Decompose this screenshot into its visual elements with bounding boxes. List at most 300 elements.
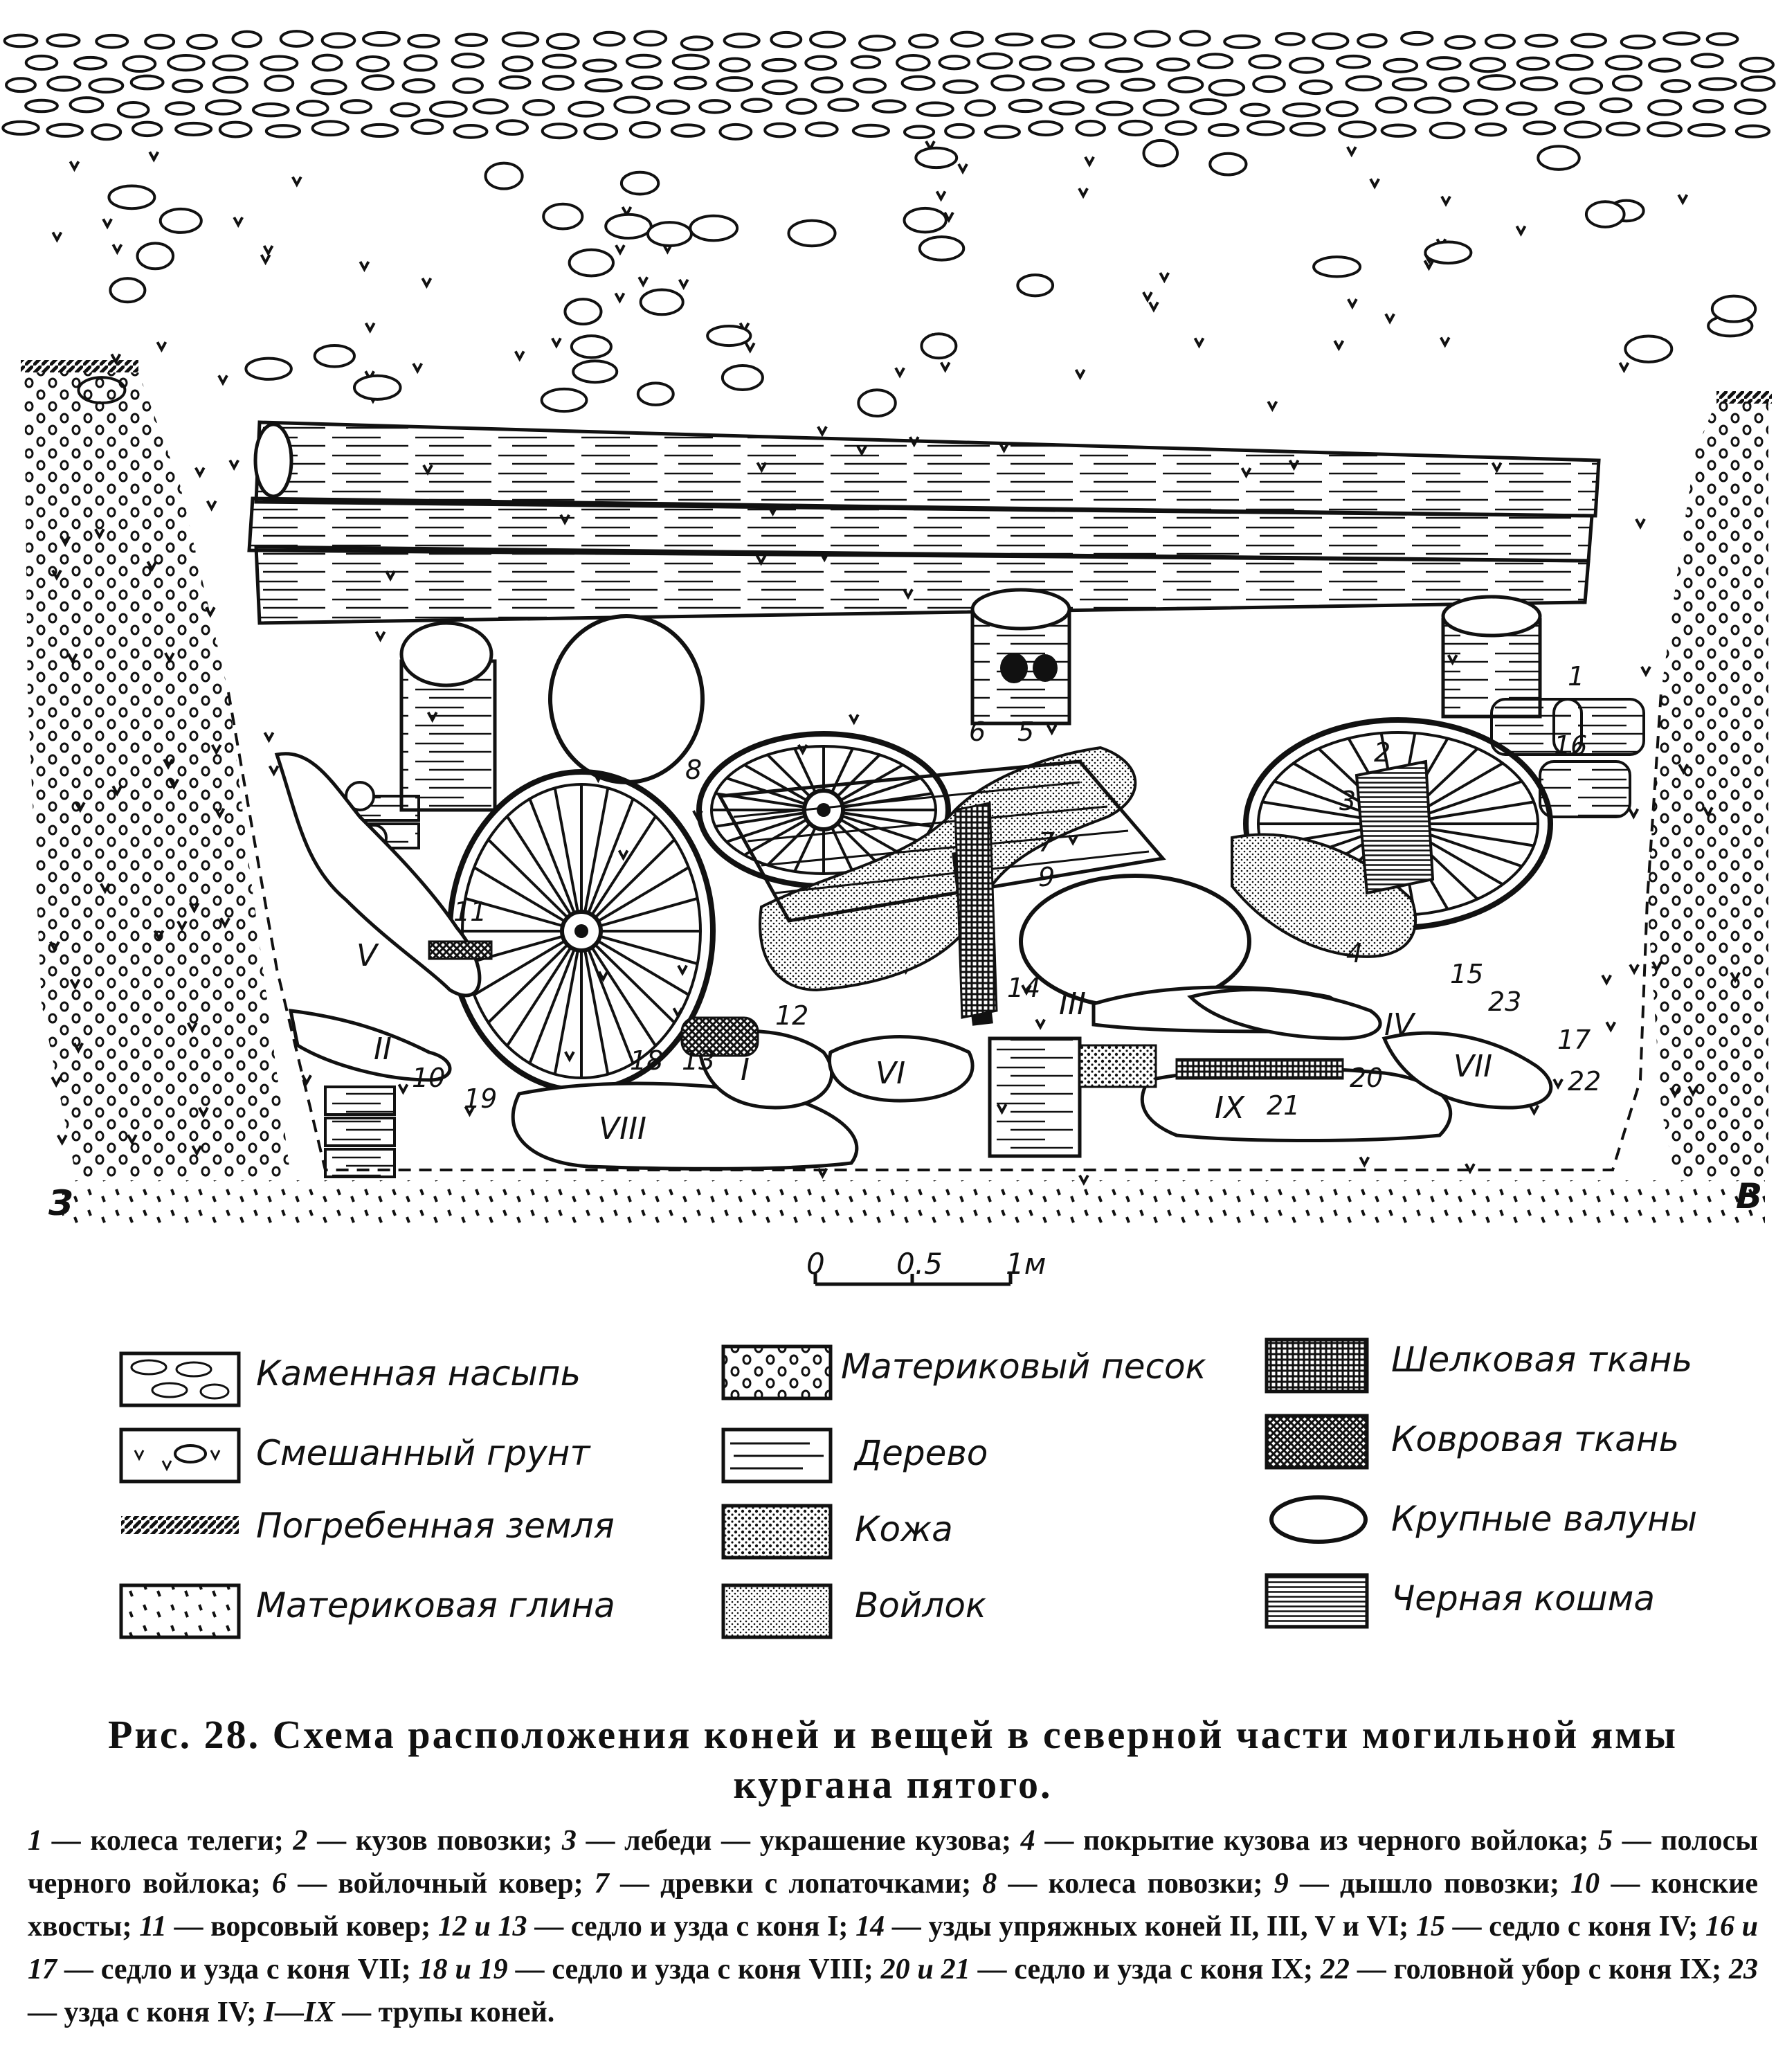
stone <box>1486 35 1514 48</box>
stone <box>1119 121 1152 135</box>
stone <box>627 55 660 67</box>
stone <box>363 33 399 46</box>
stone <box>763 81 797 93</box>
stone <box>765 124 795 137</box>
soil-mark <box>746 343 754 351</box>
soil-mark <box>366 323 374 331</box>
caption-legend-number: 11 <box>139 1911 167 1943</box>
item-number-label: 15 <box>1450 959 1484 989</box>
caption-legend-number: 14 <box>855 1911 885 1943</box>
legend-swatch-stone <box>121 1353 239 1405</box>
soil-mark <box>959 164 967 172</box>
stone <box>1737 126 1769 137</box>
soil-mark <box>377 632 385 640</box>
stone <box>453 54 483 67</box>
legend-label-felt: Войлок <box>855 1585 987 1625</box>
stone <box>700 100 730 112</box>
caption-legend-entry <box>1416 1911 1705 1943</box>
caption-legend-text: — кузов повозки; <box>307 1825 562 1857</box>
legend-label-mixed: Смешанный грунт <box>256 1433 590 1473</box>
stone <box>1210 80 1244 96</box>
stone <box>96 35 127 48</box>
caption-legend-text: — ворсовый ковер; <box>166 1911 438 1943</box>
stone <box>658 101 689 114</box>
stone <box>1248 122 1284 135</box>
horse-numeral-label: I <box>741 1052 750 1088</box>
item-number-label: 21 <box>1267 1090 1301 1121</box>
item-number-label: 7 <box>1038 827 1055 858</box>
stone <box>1606 56 1641 69</box>
stone <box>1106 59 1141 71</box>
stone <box>47 125 82 136</box>
caption-legend-number: 22 <box>1320 1954 1350 1985</box>
stone <box>1524 122 1555 134</box>
horse-numeral-label: VIII <box>599 1111 647 1146</box>
soil-mark <box>270 766 278 773</box>
soil-mark <box>941 363 950 370</box>
stone <box>997 34 1032 45</box>
horse-numeral-label: IV <box>1384 1007 1415 1043</box>
soil-mark <box>1076 370 1085 377</box>
scale-bar <box>806 1247 1046 1284</box>
stone <box>633 77 662 89</box>
soil-mark <box>230 460 238 468</box>
sand-wall-right <box>1647 402 1768 1177</box>
item-number-label: 20 <box>1350 1063 1384 1093</box>
stone <box>1328 102 1357 116</box>
stone <box>725 34 759 47</box>
caption-legend-text: — конские хвосты; <box>28 1868 1758 1943</box>
soil-mark <box>1048 725 1056 732</box>
stone <box>1431 123 1465 138</box>
stone <box>852 56 880 67</box>
stone <box>672 125 704 136</box>
stone <box>456 35 487 46</box>
item-number-label: 6 <box>969 717 986 747</box>
wooden-post-left <box>401 623 495 810</box>
stone <box>1122 79 1154 90</box>
stone <box>810 33 844 47</box>
stone <box>123 57 155 71</box>
wheel-8-front <box>450 772 716 1090</box>
stone <box>742 99 771 111</box>
soil-mark <box>616 245 624 253</box>
stone <box>812 78 842 92</box>
pebble <box>1210 154 1246 175</box>
stone <box>1347 77 1381 90</box>
clay-floor-layer <box>62 1180 1765 1229</box>
stone <box>1010 100 1042 111</box>
pebble <box>648 222 691 246</box>
soil-mark <box>1442 197 1450 204</box>
stone <box>523 100 554 115</box>
item-number-label: 11 <box>453 897 487 927</box>
caption-legend-text: — головной убор с коня IX; <box>1349 1954 1729 1985</box>
stone <box>854 80 885 93</box>
stone <box>1090 34 1125 48</box>
legend-label-clay: Материковая глина <box>256 1585 615 1625</box>
soil-mark <box>293 177 301 185</box>
soil-mark <box>1143 292 1152 300</box>
stone <box>1607 123 1640 135</box>
soil-mark <box>565 1052 574 1059</box>
soil-mark <box>103 219 111 226</box>
caption-legend-number: 16 и 17 <box>28 1911 1759 1985</box>
caption-legend-number: 5 <box>1597 1825 1613 1857</box>
caption-legend-number: 7 <box>594 1868 609 1900</box>
stone <box>543 76 573 89</box>
pebble <box>707 326 750 345</box>
stone <box>5 35 37 47</box>
pebble <box>921 334 956 358</box>
stone <box>341 100 371 113</box>
pebble <box>315 345 354 367</box>
stone <box>1525 35 1557 46</box>
stone <box>917 103 952 116</box>
stone <box>48 77 80 90</box>
item-number-label: 10 <box>412 1063 446 1093</box>
scale-tick-half: 0.5 <box>896 1247 943 1281</box>
stone <box>313 121 348 135</box>
stone <box>71 98 103 111</box>
soil-mark <box>1602 975 1611 983</box>
stone <box>118 102 149 117</box>
stone <box>253 104 289 116</box>
stone <box>1557 55 1592 70</box>
stone <box>500 77 530 89</box>
stone <box>312 80 346 93</box>
caption-legend-entry <box>28 1825 293 1857</box>
soil-mark <box>619 850 628 858</box>
stone <box>1613 76 1641 90</box>
caption-legend-entry <box>293 1825 561 1857</box>
legend-swatch-koshma <box>1267 1575 1367 1627</box>
silk-band <box>955 803 997 1018</box>
stone-mound-layer <box>3 31 1774 139</box>
soil-mark <box>818 426 826 434</box>
stone <box>1144 100 1178 115</box>
pebble <box>485 163 522 189</box>
soil-mark <box>1642 667 1650 674</box>
stone <box>188 35 217 48</box>
stone <box>75 57 106 69</box>
stone <box>1440 78 1468 91</box>
stone <box>1741 58 1773 71</box>
stone <box>266 125 300 137</box>
stone <box>1169 78 1202 92</box>
stone <box>586 80 621 91</box>
soil-mark <box>1348 147 1356 154</box>
soil-mark <box>615 294 624 301</box>
stone <box>1290 58 1323 73</box>
stone <box>503 57 532 71</box>
caption-legend-entry <box>438 1911 855 1943</box>
scale-tick-0: 0 <box>806 1247 825 1281</box>
caption-legend-text: — седло и узда с коня VIII; <box>507 1954 881 1985</box>
stone <box>1572 35 1606 47</box>
soil-mark <box>1036 1020 1044 1027</box>
legend-label-boulder: Крупные валуны <box>1391 1499 1698 1539</box>
pebble <box>573 361 617 382</box>
stone <box>1689 125 1724 136</box>
soil-mark <box>196 468 204 476</box>
caption-legend-text: — седло и узда с коня VII; <box>57 1954 419 1985</box>
stone <box>503 33 538 46</box>
pebble <box>638 383 673 405</box>
stone <box>1415 98 1450 113</box>
stone <box>992 76 1023 91</box>
stone <box>828 99 858 111</box>
stone <box>474 100 507 113</box>
stone <box>497 120 527 134</box>
item-number-label: 9 <box>1038 862 1055 892</box>
soil-mark <box>1334 341 1343 348</box>
caption-legend-text: — покрытие кузова из черного войлока; <box>1035 1825 1598 1857</box>
pebble <box>1538 146 1579 170</box>
stone <box>1135 31 1170 46</box>
caption-legend-entry <box>1321 1954 1729 1985</box>
stone <box>1339 122 1375 136</box>
caption-legend-number: 3 <box>561 1825 577 1857</box>
pebble <box>572 336 611 357</box>
soil-mark <box>896 368 904 375</box>
stone <box>595 33 624 46</box>
soil-mark <box>219 375 227 383</box>
pebble <box>690 216 737 241</box>
stone <box>1735 100 1765 114</box>
caption-legend-text: — узды упряжных коней II, III, V и VI; <box>885 1911 1416 1943</box>
soil-mark <box>680 280 688 287</box>
stone <box>873 100 905 111</box>
soil-mark <box>58 1135 66 1143</box>
stone <box>543 55 575 68</box>
sand-wall-left <box>24 372 291 1177</box>
caption-legend-number: 12 и 13 <box>437 1911 527 1943</box>
stone <box>431 102 466 116</box>
item-number-label: 14 <box>1007 973 1041 1003</box>
edge-label-east: В <box>1736 1176 1763 1216</box>
legend-label-buried: Погребенная земля <box>256 1506 615 1546</box>
log-ceiling <box>249 422 1599 623</box>
stone <box>1283 104 1319 116</box>
stone <box>1249 55 1280 68</box>
caption-legend-number: I—IX <box>263 1997 335 2028</box>
leather-patch <box>1080 1045 1156 1087</box>
stone <box>1291 123 1325 136</box>
stone <box>1707 33 1738 44</box>
stone <box>206 100 240 114</box>
stone <box>1570 79 1602 93</box>
pebble <box>622 172 658 195</box>
pebble <box>246 359 291 379</box>
stone <box>763 60 795 71</box>
horse-numeral-label: IX <box>1215 1090 1245 1126</box>
soil-mark <box>1678 195 1687 202</box>
soil-mark <box>1268 402 1276 409</box>
pebble <box>161 209 201 233</box>
stone <box>547 35 579 49</box>
stone <box>1276 33 1304 44</box>
caption-legend-entry <box>264 1997 554 2028</box>
buried-earth-left <box>21 360 138 372</box>
stone <box>1556 102 1584 114</box>
soil-mark <box>1195 338 1204 345</box>
stone <box>89 79 123 92</box>
stone <box>1742 77 1775 91</box>
soil-mark <box>360 262 368 269</box>
soil-mark <box>70 161 78 169</box>
item-number-label: 5 <box>1017 717 1035 747</box>
stone <box>133 123 161 136</box>
caption-legend-entry <box>1021 1825 1598 1857</box>
pebble <box>1712 296 1755 322</box>
pebble <box>1425 242 1471 264</box>
item-number-label: 19 <box>464 1083 498 1114</box>
caption-legend-entry <box>881 1954 1321 1985</box>
stone <box>1465 100 1496 114</box>
legend-label-koshma: Черная кошма <box>1391 1578 1655 1619</box>
stone <box>314 55 342 71</box>
soil-mark <box>1085 157 1094 165</box>
stone <box>357 57 388 71</box>
caption-legend-number: 18 и 19 <box>418 1954 508 1985</box>
stone <box>1700 78 1736 89</box>
pebble <box>905 208 946 232</box>
soil-mark <box>1348 299 1357 307</box>
stone <box>214 78 247 93</box>
caption-legend-text: — седло и узда с коня IX; <box>970 1954 1321 1985</box>
stone <box>673 55 709 69</box>
caption-legend-number: 8 <box>982 1868 997 1900</box>
legend-swatch-buried <box>121 1516 239 1534</box>
stone <box>1428 57 1460 69</box>
wooden-post-bottom <box>990 1038 1080 1156</box>
stone <box>897 55 930 70</box>
stone <box>1476 124 1506 136</box>
caption-legend-entry <box>419 1954 881 1985</box>
stone <box>1471 58 1505 71</box>
stone <box>323 33 355 47</box>
stone <box>1622 36 1655 48</box>
stone <box>676 78 706 89</box>
stone <box>1507 102 1537 114</box>
stone <box>404 80 434 92</box>
caption-legend-entry <box>855 1911 1416 1943</box>
item-number-label: 13 <box>682 1045 716 1076</box>
pebble <box>1314 257 1360 276</box>
stone <box>721 59 750 71</box>
stone <box>1181 31 1210 45</box>
soil-mark <box>1630 964 1638 972</box>
stone <box>631 123 660 137</box>
stone <box>1076 121 1105 136</box>
stone <box>1662 80 1689 91</box>
caption-legend-entry <box>139 1911 438 1943</box>
caption-legend-text: — седло с коня IV; <box>1444 1911 1705 1943</box>
caption-legend-entry <box>982 1868 1274 1900</box>
stone <box>1649 100 1680 115</box>
item-number-label: 1 <box>1568 661 1585 692</box>
soil-mark <box>264 246 273 253</box>
stone <box>978 53 1012 68</box>
caption-legend-entry <box>1274 1868 1571 1900</box>
stone <box>860 36 894 50</box>
wooden-post-center <box>972 590 1069 723</box>
stone <box>1565 122 1600 137</box>
soil-mark <box>149 152 158 160</box>
caption-legend-text: — полосы черного войлока; <box>28 1825 1758 1900</box>
stone <box>635 31 666 45</box>
horse-numeral-label: V <box>356 938 378 973</box>
stone <box>583 60 615 71</box>
stone <box>543 124 577 138</box>
stone <box>362 125 397 136</box>
caption-legend-entry <box>272 1868 595 1900</box>
stone <box>909 35 937 47</box>
item-number-label: 22 <box>1568 1066 1602 1097</box>
stone <box>1209 125 1238 136</box>
caption-legend-number: 2 <box>293 1825 308 1857</box>
stone <box>265 76 293 91</box>
caption-legend-entry <box>562 1825 1021 1857</box>
stone <box>1664 33 1699 44</box>
stone <box>1377 98 1406 112</box>
stone <box>145 35 174 48</box>
item-number-label: 3 <box>1339 786 1357 816</box>
stone <box>26 56 57 69</box>
soil-mark <box>1160 273 1168 280</box>
caption-legend-number: 4 <box>1020 1825 1035 1857</box>
legend-label-wood: Дерево <box>855 1433 988 1473</box>
soil-mark <box>234 217 242 225</box>
log-bundle-bottom-left <box>325 1087 395 1177</box>
stone <box>1382 125 1415 136</box>
stone <box>1062 58 1094 70</box>
caption-legend-text: — колеса повозки; <box>997 1868 1274 1900</box>
stone <box>363 75 393 89</box>
soil-mark <box>208 501 216 509</box>
stone <box>682 37 712 50</box>
soil-mark <box>1360 1157 1368 1164</box>
stone <box>1521 78 1557 89</box>
figure-caption-legend <box>28 1819 1758 2034</box>
stone <box>615 97 649 112</box>
stone <box>905 126 934 138</box>
stone <box>1301 81 1332 93</box>
soil-mark <box>265 732 273 740</box>
caption-legend-number: 9 <box>1274 1868 1289 1900</box>
pebble <box>137 243 173 269</box>
soil-mark <box>1606 1022 1615 1029</box>
soil-mark <box>850 714 858 722</box>
stone <box>1050 102 1083 114</box>
soil-mark <box>157 342 165 350</box>
legend-swatch-leather <box>723 1506 831 1558</box>
legend-label-carpet: Ковровая ткань <box>1391 1419 1680 1459</box>
legend-swatch-boulder <box>1271 1497 1366 1542</box>
stone <box>771 33 801 46</box>
pebble <box>788 221 835 246</box>
stone <box>455 125 487 138</box>
stone <box>806 123 837 136</box>
pebble <box>1143 141 1177 166</box>
item-number-label: 2 <box>1374 737 1391 768</box>
soil-mark <box>413 363 422 371</box>
legend-label-leather: Кожа <box>855 1509 953 1549</box>
stone <box>168 55 204 70</box>
stone <box>1393 78 1426 90</box>
stone <box>92 125 120 139</box>
